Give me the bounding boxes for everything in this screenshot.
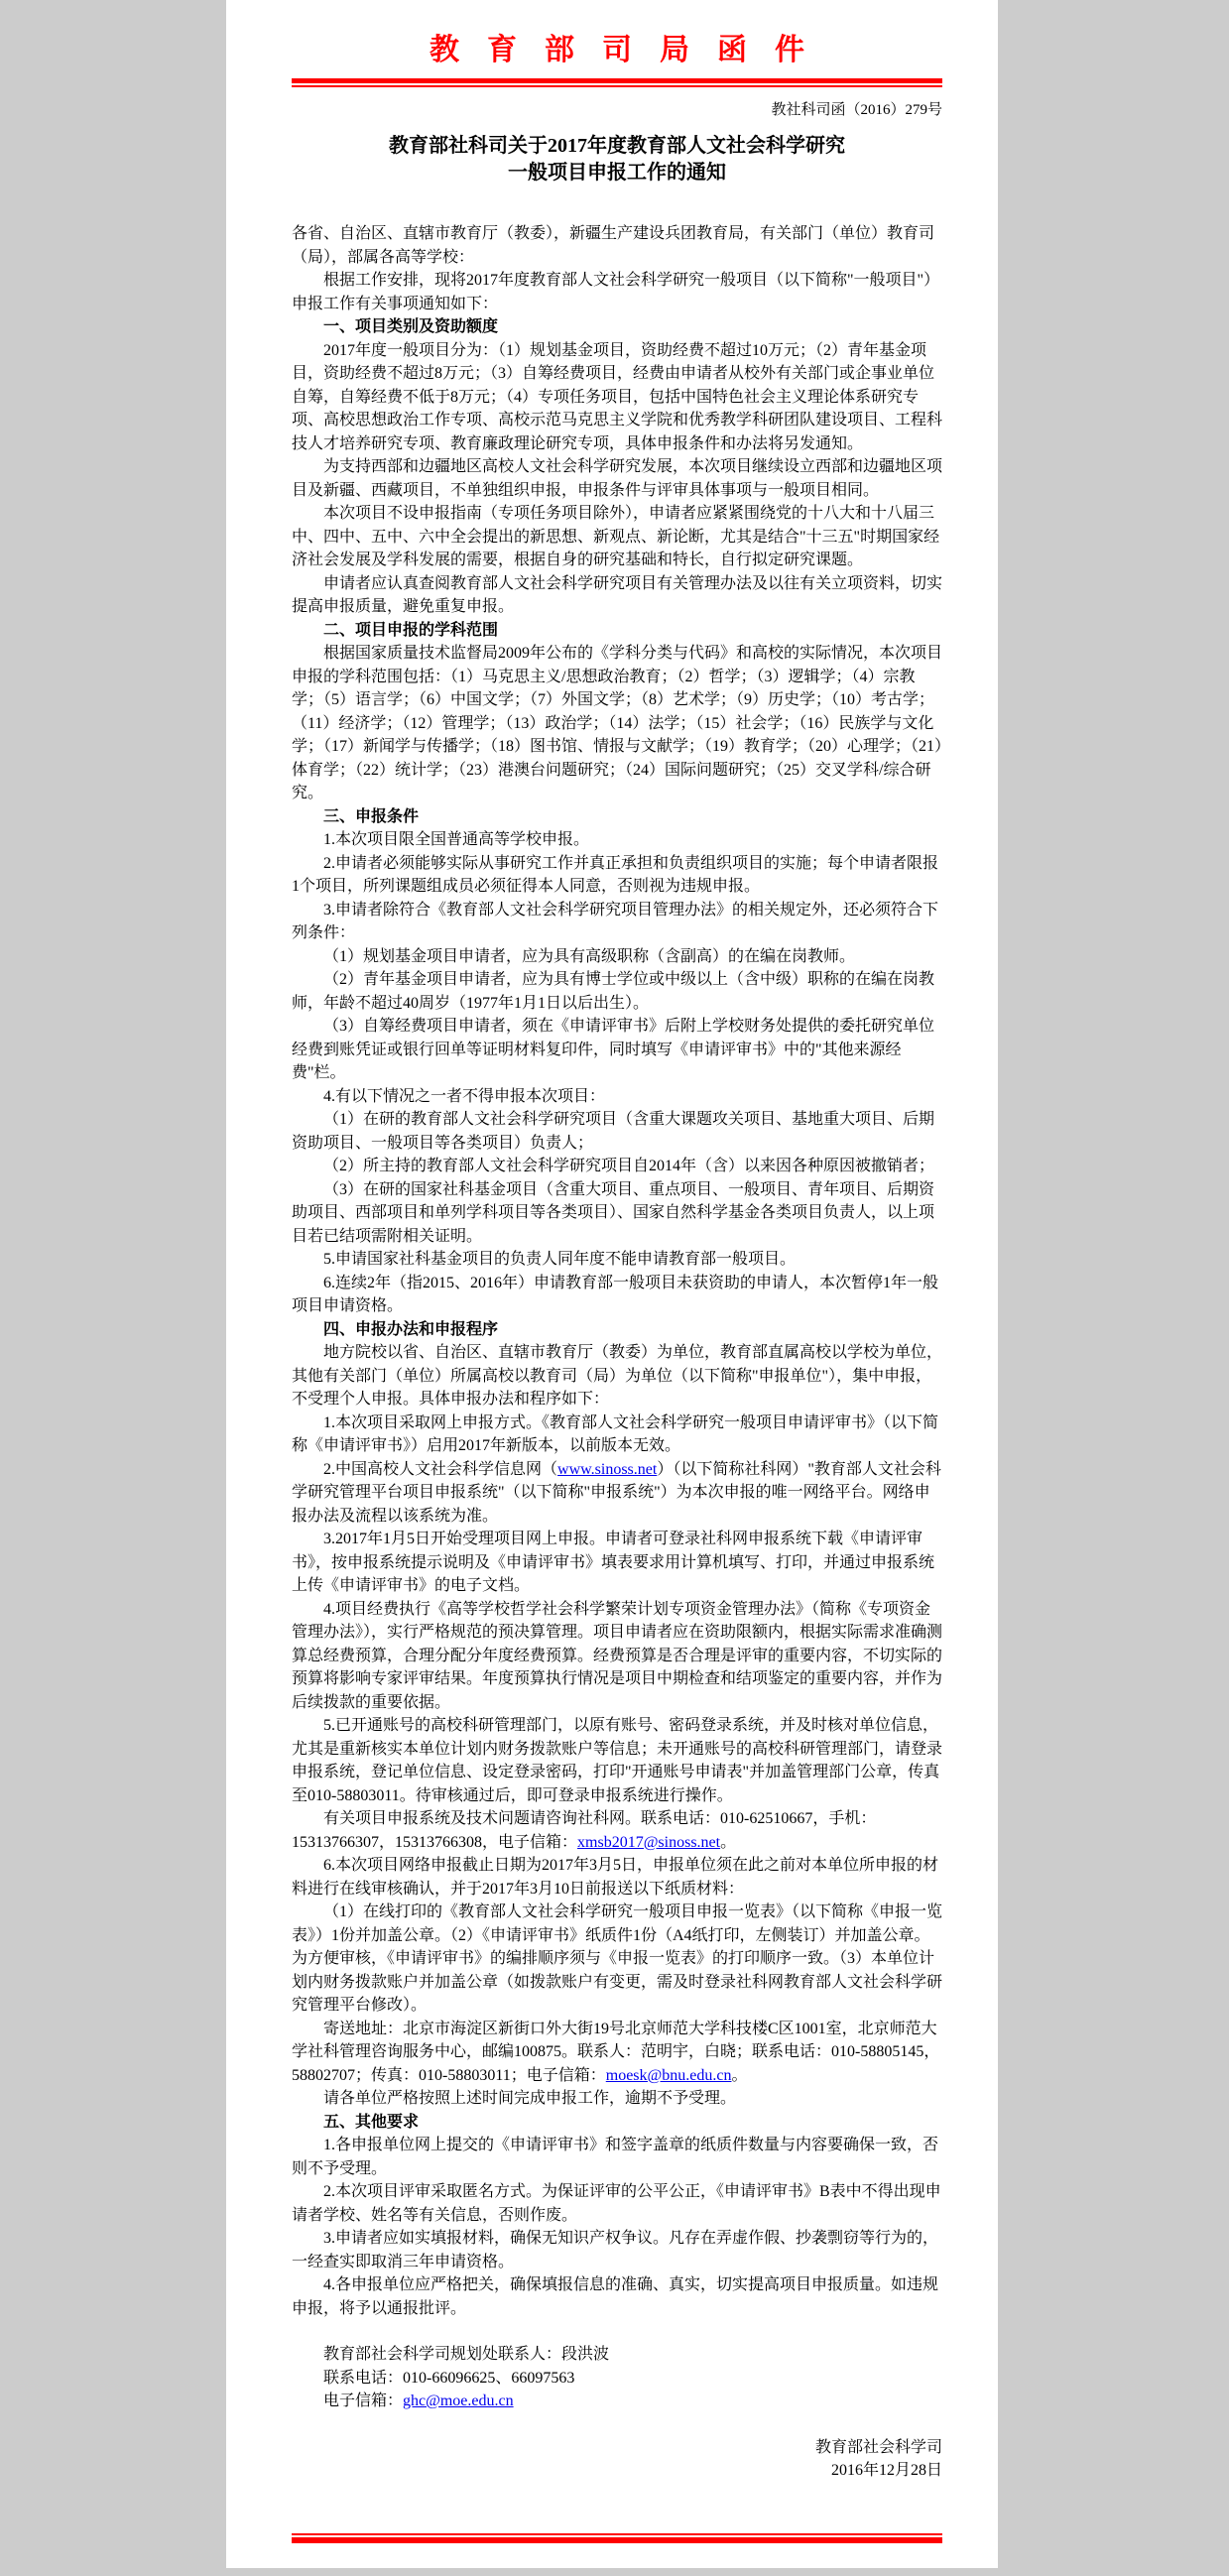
text-run: （2）青年基金项目申请者，应为具有博士学位或中级以上（含中级）职称的在编在岗教师，年龄不超过40周岁（1977年1月1日以后出生）。 — [292, 971, 935, 1012]
text-run: 申请者应认真查阅教育部人文社会科学研究项目有关管理办法及以往有关立项资料，切实提高申报质量，避免重复申报。 — [292, 574, 943, 615]
notice-title — [292, 133, 942, 186]
text-run: 教育部社会科学司规划处联系人：段洪波 — [323, 2346, 610, 2363]
text-run: （1）在线打印的《教育部人文社会科学研究一般项目申报一览表》（以下简称《申报一览表》）1份并加盖公章。（2）《申请评审书》纸质件1份（A4纸打印，左侧装订）并加盖公章。为方便审核，《申请评审书》的编排顺序须与《申报一览表》的打印顺序一致。（3）本单位计划内财务拨款账户并加盖公章（如拨款账户有变更，需及时登录社科网教育部人文社会科学研究管理平台修改）。 — [292, 1903, 943, 2014]
paragraph — [292, 2367, 942, 2391]
paragraph — [292, 642, 942, 805]
text-run: 2.本次项目评审采取匿名方式。为保证评审的公平公正，《申请评审书》B表中不得出现申请者学校、姓名等有关信息，否则作废。 — [292, 2183, 941, 2224]
text-run: 二、项目申报的学科范围 — [323, 621, 499, 639]
paragraph — [292, 1598, 942, 1715]
paragraph — [292, 339, 942, 456]
paragraph — [292, 1807, 942, 1854]
text-run: 4.项目经费执行《高等学校哲学社会科学繁荣计划专项资金管理办法》（简称《专项资金管理办法》），实行严格规范的预决算管理。项目申请者应在资助限额内，根据实际需求准确测算总经费预算，合理分配分年度经费预算。经费预算是否合理是评审的重要内容，不切实际的预算将影响专家评审结果。年度预算执行情况是项目中期检查和结项鉴定的重要内容，并作为后续拨款的重要依据。 — [292, 1600, 943, 1711]
paragraph — [292, 572, 942, 619]
document-number: 教社科司函（2016）279号 — [771, 102, 942, 118]
text-run: 3.申请者应如实填报材料，确保无知识产权争议。凡存在弄虚作假、抄袭剽窃等行为的，一经查实即取消三年申请资格。 — [292, 2230, 939, 2270]
red-separator-top — [292, 78, 942, 87]
paragraph — [292, 502, 942, 572]
section-heading — [292, 1318, 942, 1342]
paragraph — [292, 1714, 942, 1807]
notice-title-line2: 一般项目申报工作的通知 — [508, 162, 726, 184]
paragraph — [292, 1411, 942, 1458]
paragraph — [292, 1108, 942, 1155]
paragraph — [292, 2180, 942, 2227]
text-run: 有关项目申报系统及技术问题请咨询社科网。联系电话：010-62510667，手机：15313766307，15313766308，电子信箱： — [292, 1810, 877, 1851]
text-run: 一、项目类别及资助额度 — [323, 318, 499, 335]
letterhead-banner-title: 教育部司局函件 — [430, 34, 832, 66]
text-run: 5.申请国家社科基金项目的负责人同年度不能申请教育部一般项目。 — [323, 1251, 797, 1268]
paragraph — [292, 852, 942, 899]
xmsb-email-link[interactable]: xmsb2017@sinoss.net — [577, 1833, 721, 1851]
paragraph — [292, 2390, 942, 2413]
text-run: 寄送地址：北京市海淀区新街口外大街19号北京师范大学科技楼C区1001室，北京师范大学社科管理咨询服务中心，邮编100875。联系人：范明宇，白晓；联系电话：010-58805145，58802707；传真：010-58803011；电子信箱： — [292, 2020, 940, 2084]
text-run: 各省、自治区、直辖市教育厅（教委），新疆生产建设兵团教育局，有关部门（单位）教育司（局），部属各高等学校： — [292, 225, 935, 266]
signature-block — [292, 2436, 942, 2483]
paragraph — [292, 1341, 942, 1411]
text-run: （3）自筹经费项目申请者，须在《申请评审书》后附上学校财务处提供的委托研究单位经费到账凭证或银行回单等证明材料复印件，同时填写《申请评审书》中的"其他来源经费"栏。 — [292, 1018, 935, 1081]
section-heading — [292, 2111, 942, 2135]
text-run: 五、其他要求 — [323, 2113, 420, 2131]
text-run: 2017年度一般项目分为：（1）规划基金项目，资助经费不超过10万元；（2）青年基金项目，资助经费不超过8万元；（3）自筹经费项目，经费由申请者从校外有关部门或企事业单位自筹，自筹经费不低于8万元；（4）专项任务项目，包括中国特色社会主义理论体系研究专项、高校思想政治工作专项、高校示范马克思主义学院和优秀教学科研团队建设项目、工程科技人才培养研究专项、教育廉政理论研究专项，具体申报条件和办法将另发通知。 — [292, 341, 943, 452]
paragraph — [292, 1178, 942, 1249]
paragraph — [292, 1272, 942, 1318]
text-run: 5.已开通账号的高校科研管理部门，以原有账号、密码登录系统，并及时核对单位信息，尤其是重新核实本单位计划内财务拨款账户等信息；未开通账号的高校科研管理部门，请登录申报系统，登记单位信息、设定登录密码，打印"开通账号申请表"并加盖管理部门公章，传真至010-58803011。待审核通过后，即可登录申报系统进行操作。 — [292, 1717, 943, 1804]
paragraph — [292, 2227, 942, 2273]
document-page — [226, 0, 998, 2568]
text-run: 。 — [720, 1833, 737, 1851]
paragraph — [292, 2018, 942, 2088]
sinoss-website-link[interactable]: www.sinoss.net — [557, 1460, 658, 1478]
paragraph — [292, 269, 942, 315]
text-run: （1）规划基金项目申请者，应为具有高级职称（含副高）的在编在岗教师。 — [323, 947, 856, 965]
section-heading — [292, 619, 942, 643]
issue-date: 2016年12月28日 — [830, 2462, 942, 2479]
text-run: 电子信箱： — [323, 2392, 404, 2409]
moesk-email-link[interactable]: moesk@bnu.edu.cn — [605, 2066, 732, 2084]
text-run: 请各单位严格按照上述时间完成申报工作，逾期不予受理。 — [323, 2090, 737, 2107]
section-heading — [292, 805, 942, 829]
paragraph — [292, 2343, 942, 2367]
text-run: 根据工作安排，现将2017年度教育部人文社会科学研究一般项目（以下简称"一般项目"）申报工作有关事项通知如下： — [292, 272, 940, 312]
paragraph — [292, 1854, 942, 1901]
paragraph — [292, 2134, 942, 2180]
paragraph — [292, 1155, 942, 1178]
paragraph — [292, 899, 942, 945]
paragraph — [292, 2087, 942, 2111]
paragraph — [292, 1458, 942, 1529]
paragraph — [292, 1015, 942, 1085]
text-run: 为支持西部和边疆地区高校人文社会科学研究发展，本次项目继续设立西部和边疆地区项目及新疆、西藏项目，不单独组织申报，申报条件与评审具体事项与一般项目相同。 — [292, 458, 943, 499]
issuer-signature: 教育部社会科学司 — [814, 2438, 942, 2456]
paragraph — [292, 2273, 942, 2320]
text-run: 3.2017年1月5日开始受理项目网上申报。申请者可登录社科网申报系统下载《申请评审书》，按申报系统提示说明及《申请评审书》填表要求用计算机填写、打印，并通过申报系统上传《申请评审书》的电子文档。 — [292, 1531, 935, 1594]
text-run: 根据国家质量技术监督局2009年公布的《学科分类与代码》和高校的实际情况，本次项目申报的学科范围包括：（1）马克思主义/思想政治教育；（2）哲学；（3）逻辑学；（4）宗教学；（5）语言学；（6）中国文学；（7）外国文学；（8）艺术学；（9）历史学；（10）考古学；（11）经济学；（12）管理学；（13）政治学；（14）法学；（15）社会学；（16）民族学与文化学；（17）新闻学与传播学；（18）图书馆、情报与文献学；（19）教育学；（20）心理学；（21）体育学；（22）统计学；（23）港澳台问题研究；（24）国际问题研究；（25）交叉学科/综合研究。 — [292, 645, 943, 801]
text-run: （3）在研的国家社科基金项目（含重大项目、重点项目、一般项目、青年项目、后期资助项目、西部项目和单列学科项目等各类项目）、国家自然科学基金各类项目负责人，以上项目若已结项需附相关证明。 — [292, 1180, 935, 1245]
ghc-email-link[interactable]: ghc@moe.edu.cn — [403, 2392, 514, 2409]
section-heading — [292, 315, 942, 339]
text-run: （2）所主持的教育部人文社会科学研究项目自2014年（含）以来因各种原因被撤销者； — [323, 1158, 935, 1174]
paragraph — [292, 945, 942, 969]
text-run: 地方院校以省、自治区、直辖市教育厅（教委）为单位，教育部直属高校以学校为单位，其他有关部门（单位）所属高校以教育司（局）为单位（以下简称"申报单位"），集中申报，不受理个人申报。具体申报办法和程序如下： — [292, 1344, 943, 1408]
text-run: 3.申请者除符合《教育部人文社会科学研究项目管理办法》的相关规定外，还必须符合下列条件： — [292, 901, 939, 941]
paragraph — [292, 1248, 942, 1272]
paragraph — [292, 968, 942, 1015]
text-run: 本次项目不设申报指南（专项任务项目除外），申请者应紧紧围绕党的十八大和十八届三中、四中、五中、六中全会提出的新思想、新观点、新论断，尤其是结合"十三五"时期国家经济社会发展及学科发展的需要，根据自身的研究基础和特长，自行拟定研究课题。 — [292, 505, 940, 568]
notice-title-line1: 教育部社科司关于2017年度教育部人文社会科学研究 — [389, 135, 845, 157]
text-run: 6.连续2年（指2015、2016年）申请教育部一般项目未获资助的申请人，本次暂停1年一般项目申请资格。 — [292, 1274, 939, 1314]
text-run: 联系电话：010-66096625、66097563 — [323, 2369, 575, 2387]
text-run: 1.本次项目限全国普通高等学校申报。 — [323, 831, 590, 848]
text-run: 6.本次项目网络申报截止日期为2017年3月5日，申报单位须在此之前对本单位所申报的材料进行在线审核确认，并于2017年3月10日前报送以下纸质材料： — [292, 1857, 939, 1898]
text-run: 4.各申报单位应严格把关，确保填报信息的准确、真实，切实提高项目申报质量。如违规申报，将予以通报批评。 — [292, 2276, 939, 2317]
document-body — [292, 222, 942, 2413]
paragraph — [292, 455, 942, 502]
paragraph — [292, 828, 942, 852]
paragraph — [292, 1901, 942, 2018]
text-run: 。 — [731, 2066, 748, 2084]
paragraph — [292, 1085, 942, 1109]
text-run: 2.中国高校人文社会科学信息网（ — [323, 1460, 558, 1478]
text-run: 三、申报条件 — [323, 807, 420, 825]
red-separator-bottom — [292, 2533, 942, 2543]
paragraph — [292, 222, 942, 269]
text-run: ）（以下简称社科网）"教育部人文社会科学研究管理平台项目申报系统"（以下简称"申报系统"）为本次申报的唯一网络平台。网络申报办法及流程以该系统为准。 — [292, 1460, 941, 1525]
text-run: 四、申报办法和申报程序 — [323, 1320, 499, 1338]
text-run: 2.申请者必须能够实际从事研究工作并真正承担和负责组织项目的实施；每个申请者限报1个项目，所列课题组成员必须征得本人同意，否则视为违规申报。 — [292, 854, 939, 895]
text-run: 4.有以下情况之一者不得申报本次项目： — [323, 1087, 606, 1105]
text-run: （1）在研的教育部人文社会科学研究项目（含重大课题攻关项目、基地重大项目、后期资助项目、一般项目等各类项目）负责人； — [292, 1111, 935, 1152]
text-run: 1.各申报单位网上提交的《申请评审书》和签字盖章的纸质件数量与内容要确保一致，否则不予受理。 — [292, 2137, 939, 2177]
text-run: 1.本次项目采取网上申报方式。《教育部人文社会科学研究一般项目申请评审书》（以下简称《申请评审书》）启用2017年新版本，以前版本无效。 — [292, 1413, 939, 1454]
paragraph — [292, 1528, 942, 1598]
document-content — [226, 34, 998, 2483]
